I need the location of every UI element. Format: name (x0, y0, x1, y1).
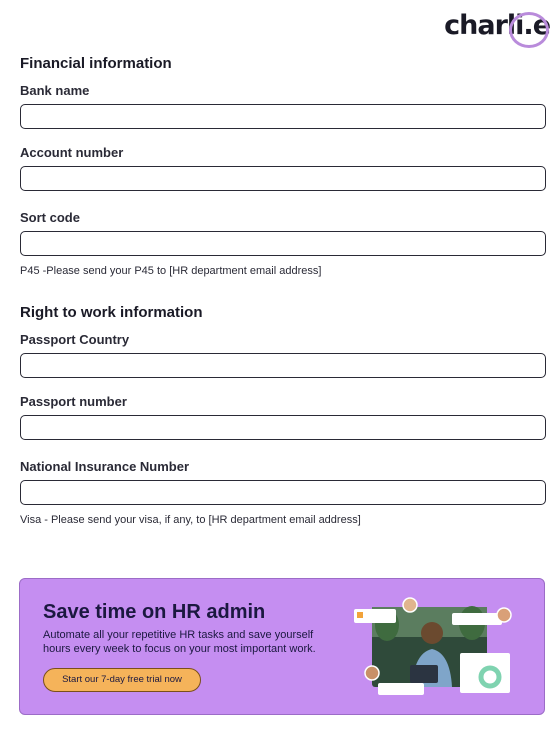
logo-ring (509, 12, 549, 48)
visa-note: Visa - Please send your visa, if any, to [HR department email address] (20, 514, 361, 526)
passport-number-input[interactable] (20, 415, 546, 440)
sort-code-label: Sort code (20, 210, 80, 225)
financial-heading: Financial information (20, 55, 172, 72)
account-number-input[interactable] (20, 166, 546, 191)
banner-title: Save time on HR admin (43, 601, 266, 623)
account-number-label: Account number (20, 145, 124, 160)
ni-number-input[interactable] (20, 480, 546, 505)
promo-banner (19, 578, 545, 715)
charlie-logo: charl i.e (444, 10, 550, 41)
bank-name-input[interactable] (20, 104, 546, 129)
p45-note: P45 -Please send your P45 to [HR department email address] (20, 265, 322, 277)
passport-country-input[interactable] (20, 353, 546, 378)
sort-code-input[interactable] (20, 231, 546, 256)
free-trial-button[interactable]: Start our 7-day free trial now (43, 668, 201, 692)
right-to-work-heading: Right to work information (20, 304, 203, 321)
passport-country-label: Passport Country (20, 332, 130, 347)
passport-number-label: Passport number (20, 394, 127, 409)
ni-number-label: National Insurance Number (20, 459, 190, 474)
bank-name-label: Bank name (20, 83, 90, 98)
banner-text: Automate all your repetitive HR tasks and save yourself hours every week to focus on your most important work. (43, 629, 316, 655)
hr-dashboard-illustration (352, 595, 512, 701)
